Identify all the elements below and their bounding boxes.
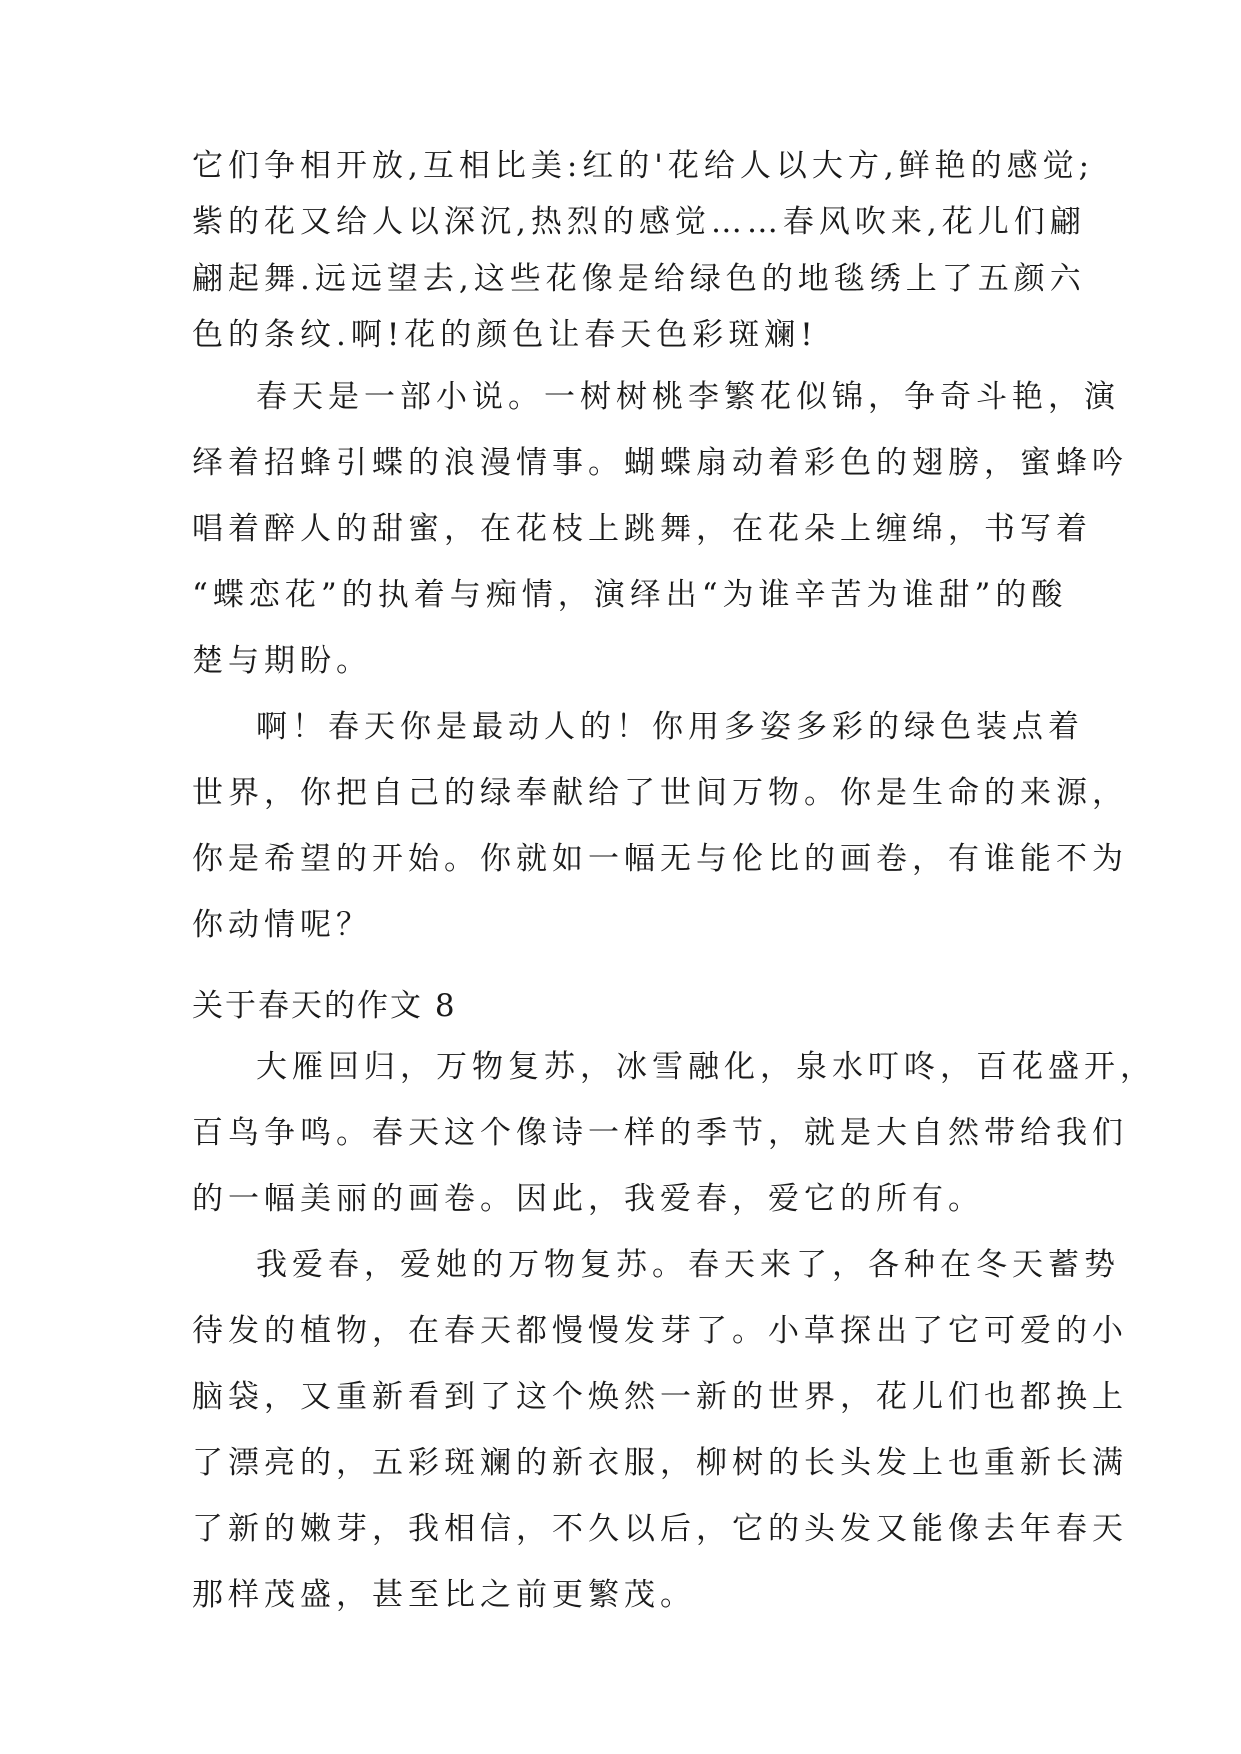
paragraph-line: 那样茂盛，甚至比之前更繁茂。 — [192, 1577, 696, 1613]
paragraph-line: 春天是一部小说。一树树桃李繁花似锦，争奇斗艳，演 — [256, 379, 1120, 415]
paragraph-line: 的一幅美丽的画卷。因此，我爱春，爱它的所有。 — [192, 1181, 984, 1217]
paragraph-line: 我爱春，爱她的万物复苏。春天来了，各种在冬天蓄势 — [256, 1247, 1120, 1283]
paragraph-line: 色的条纹.啊!花的颜色让春天色彩斑斓! — [192, 317, 818, 353]
paragraph-line: 了新的嫩芽，我相信，不久以后，它的头发又能像去年春天 — [192, 1511, 1128, 1547]
paragraph-line: 你是希望的开始。你就如一幅无与伦比的画卷，有谁能不为 — [192, 841, 1128, 877]
paragraph-line: 脑袋，又重新看到了这个焕然一新的世界，花儿们也都换上 — [192, 1379, 1128, 1415]
paragraph-line: 世界，你把自己的绿奉献给了世间万物。你是生命的来源， — [192, 775, 1128, 811]
paragraph-line: 大雁回归，万物复苏，冰雪融化，泉水叮咚，百花盛开， — [256, 1049, 1156, 1085]
paragraph-line: 了漂亮的，五彩斑斓的新衣服，柳树的长头发上也重新长满 — [192, 1445, 1128, 1481]
paragraph-line: 啊！春天你是最动人的！你用多姿多彩的绿色装点着 — [256, 709, 1084, 745]
paragraph-line: 百鸟争鸣。春天这个像诗一样的季节，就是大自然带给我们 — [192, 1115, 1128, 1151]
paragraph-line: 楚与期盼。 — [192, 643, 372, 679]
paragraph-line: “蝶恋花”的执着与痴情，演绎出“为谁辛苦为谁甜”的酸 — [192, 577, 1068, 613]
section-title: 关于春天的作文 8 — [192, 988, 457, 1024]
paragraph-line: 你动情呢？ — [192, 907, 372, 943]
paragraph-line: 待发的植物，在春天都慢慢发芽了。小草探出了它可爱的小 — [192, 1313, 1128, 1349]
paragraph-line: 紫的花又给人以深沉,热烈的感觉……春风吹来,花儿们翩 — [192, 204, 1086, 240]
paragraph-line: 它们争相开放,互相比美:红的'花给人以大方,鲜艳的感觉; — [192, 148, 1095, 184]
paragraph-line: 绎着招蜂引蝶的浪漫情事。蝴蝶扇动着彩色的翅膀，蜜蜂吟 — [192, 445, 1128, 481]
paragraph-line: 唱着醉人的甜蜜，在花枝上跳舞，在花朵上缠绵，书写着 — [192, 511, 1092, 547]
paragraph-line: 翩起舞.远远望去,这些花像是给绿色的地毯绣上了五颜六 — [192, 261, 1086, 297]
